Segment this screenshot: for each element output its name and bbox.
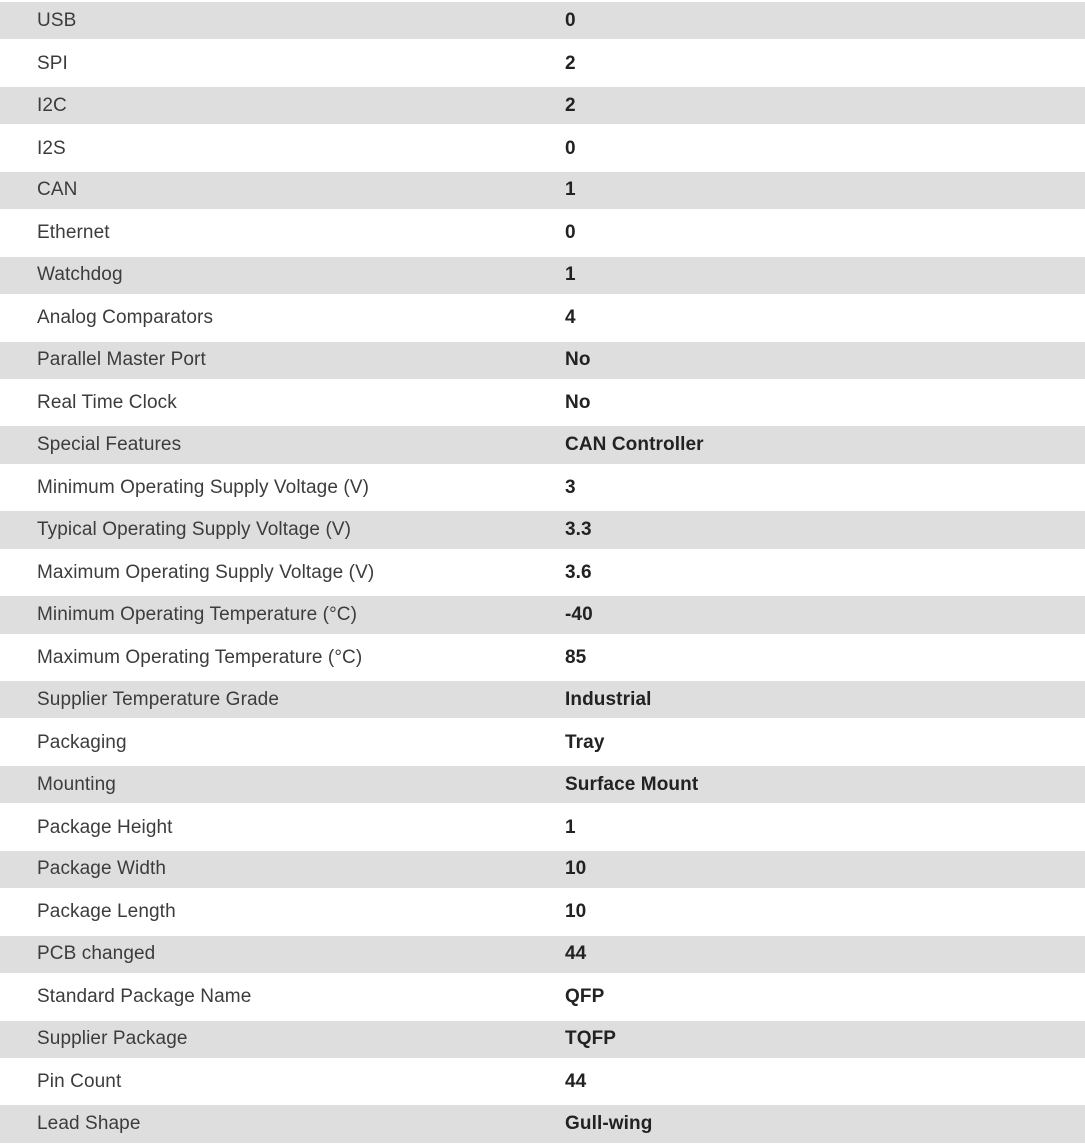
table-row	[0, 679, 1085, 721]
spec-value: 0	[565, 222, 576, 244]
spec-label: I2S	[37, 137, 66, 159]
spec-value: 10	[565, 858, 587, 880]
spec-value: 44	[565, 943, 587, 965]
spec-label: Package Height	[37, 816, 173, 838]
spec-value: 10	[565, 901, 587, 923]
table-row	[0, 340, 1085, 382]
table-row	[0, 382, 1085, 424]
spec-label: Lead Shape	[37, 1113, 141, 1135]
table-row	[0, 0, 1085, 42]
spec-label: I2C	[37, 94, 67, 116]
table-row	[0, 637, 1085, 679]
spec-label: Maximum Operating Temperature (°C)	[37, 646, 363, 668]
table-row	[0, 934, 1085, 976]
spec-value: 0	[565, 137, 576, 159]
spec-value: 85	[565, 646, 587, 668]
table-row	[0, 764, 1085, 806]
spec-label: Standard Package Name	[37, 986, 252, 1008]
spec-value: 2	[565, 94, 576, 116]
table-row	[0, 1103, 1085, 1145]
spec-value: 44	[565, 1071, 587, 1093]
spec-label: Packaging	[37, 731, 127, 753]
spec-value: No	[565, 349, 591, 371]
table-row	[0, 976, 1085, 1018]
spec-label: CAN	[37, 179, 78, 201]
spec-value: 3.3	[565, 518, 592, 540]
spec-label: Package Length	[37, 901, 176, 923]
spec-value: 1	[565, 816, 576, 838]
table-row	[0, 806, 1085, 848]
spec-value: 1	[565, 179, 576, 201]
spec-value: 4	[565, 307, 576, 329]
spec-label: Mounting	[37, 773, 116, 795]
spec-value: Gull-wing	[565, 1113, 653, 1135]
spec-label: Real Time Clock	[37, 392, 177, 414]
spec-label: Supplier Temperature Grade	[37, 688, 279, 710]
table-row	[0, 212, 1085, 254]
table-row	[0, 1061, 1085, 1103]
spec-value: 2	[565, 52, 576, 74]
spec-label: Analog Comparators	[37, 307, 214, 329]
table-row	[0, 42, 1085, 84]
spec-label: Parallel Master Port	[37, 349, 206, 371]
table-row	[0, 297, 1085, 339]
spec-value: Tray	[565, 731, 605, 753]
spec-value: 1	[565, 264, 576, 286]
table-row	[0, 467, 1085, 509]
spec-label: Minimum Operating Temperature (°C)	[37, 603, 358, 625]
spec-value: 3	[565, 477, 576, 499]
spec-value: 3.6	[565, 561, 592, 583]
spec-label: Supplier Package	[37, 1028, 188, 1050]
table-row	[0, 255, 1085, 297]
table-row	[0, 552, 1085, 594]
spec-value: Industrial	[565, 688, 652, 710]
spec-label: Watchdog	[37, 264, 123, 286]
table-row	[0, 1019, 1085, 1061]
spec-label: SPI	[37, 52, 68, 74]
table-row	[0, 509, 1085, 551]
spec-value: No	[565, 392, 591, 414]
table-row	[0, 127, 1085, 169]
spec-value: CAN Controller	[565, 434, 704, 456]
spec-value: Surface Mount	[565, 773, 699, 795]
spec-label: Pin Count	[37, 1071, 122, 1093]
spec-label: Package Width	[37, 858, 167, 880]
spec-label: USB	[37, 9, 77, 31]
table-row	[0, 594, 1085, 636]
spec-label: Ethernet	[37, 222, 110, 244]
spec-label: PCB changed	[37, 943, 156, 965]
table-row	[0, 721, 1085, 763]
table-row	[0, 849, 1085, 891]
table-row	[0, 891, 1085, 933]
spec-value: TQFP	[565, 1028, 617, 1050]
spec-label: Maximum Operating Supply Voltage (V)	[37, 561, 375, 583]
table-row	[0, 424, 1085, 466]
spec-value: QFP	[565, 986, 605, 1008]
table-row	[0, 170, 1085, 212]
spec-label: Typical Operating Supply Voltage (V)	[37, 518, 352, 540]
spec-value: -40	[565, 603, 593, 625]
spec-value: 0	[565, 9, 576, 31]
table-row	[0, 85, 1085, 127]
spec-label: Special Features	[37, 434, 182, 456]
spec-label: Minimum Operating Supply Voltage (V)	[37, 477, 370, 499]
